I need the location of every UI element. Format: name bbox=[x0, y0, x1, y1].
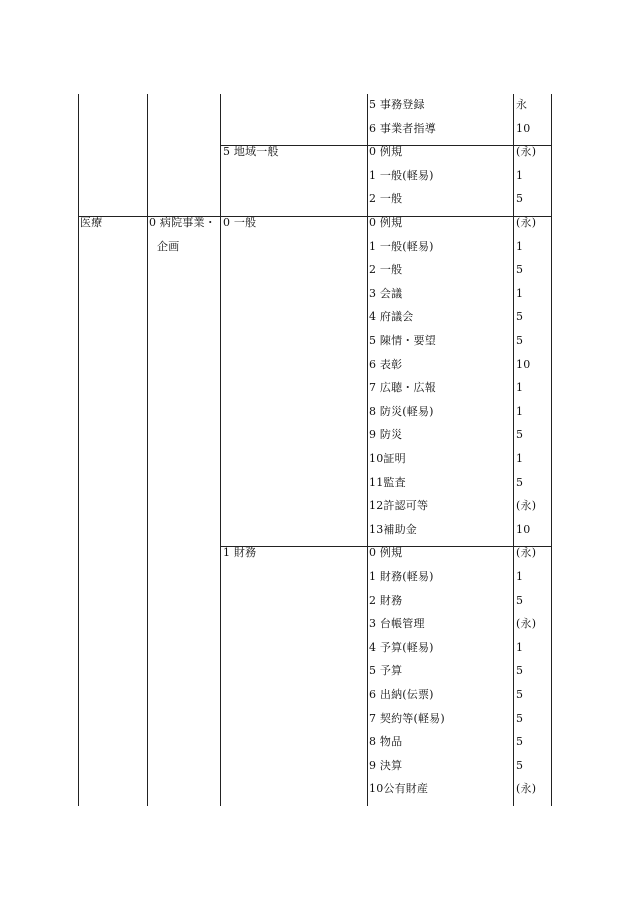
item-cell: 3 台帳管理 bbox=[369, 617, 425, 631]
item-cell: 1 財務(軽易) bbox=[369, 570, 434, 583]
item-cell: 5 事務登録 bbox=[369, 98, 425, 111]
category-cell: 医療 bbox=[80, 216, 103, 229]
retention-period-cell: 10 bbox=[516, 121, 531, 135]
retention-period-cell: 永 bbox=[516, 98, 528, 111]
retention-period-cell: 1 bbox=[516, 239, 524, 253]
item-cell: 12許認可等 bbox=[369, 499, 429, 513]
subcategory-cell: 企画 bbox=[157, 239, 180, 253]
retention-period-cell: 1 bbox=[516, 168, 524, 182]
retention-period-cell: (永) bbox=[516, 617, 537, 631]
retention-period-cell: 5 bbox=[516, 688, 524, 701]
item-cell: 1 一般(軽易) bbox=[369, 239, 434, 253]
retention-period-cell: 5 bbox=[516, 711, 524, 725]
retention-period-cell: 1 bbox=[516, 452, 524, 465]
retention-period-cell: 5 bbox=[516, 735, 524, 749]
retention-period-cell: 5 bbox=[516, 475, 524, 489]
retention-period-cell: (永) bbox=[516, 145, 537, 159]
retention-period-cell: 5 bbox=[516, 334, 524, 347]
retention-period-cell: 1 bbox=[516, 286, 524, 300]
section-cell: 1 財務 bbox=[223, 546, 257, 560]
item-cell: 2 財務 bbox=[369, 593, 403, 607]
item-cell: 9 決算 bbox=[369, 758, 403, 772]
retention-period-cell: 1 bbox=[516, 381, 524, 395]
item-cell: 7 広聴・広報 bbox=[369, 381, 436, 395]
retention-period-cell: 5 bbox=[516, 758, 524, 772]
item-cell: 6 事業者指導 bbox=[369, 121, 436, 135]
retention-period-cell: 5 bbox=[516, 428, 524, 442]
item-cell: 10公有財産 bbox=[369, 782, 429, 796]
subcategory-cell: 0 病院事業・ bbox=[149, 216, 216, 229]
item-cell: 13補助金 bbox=[369, 522, 417, 536]
item-cell: 0 例規 bbox=[369, 546, 403, 560]
retention-period-cell: 1 bbox=[516, 570, 524, 583]
item-cell: 4 府議会 bbox=[369, 310, 414, 324]
retention-period-cell: (永) bbox=[516, 216, 537, 229]
item-cell: 2 一般 bbox=[369, 192, 403, 206]
item-cell: 8 物品 bbox=[369, 735, 403, 749]
item-cell: 6 出納(伝票) bbox=[369, 688, 434, 701]
item-cell: 6 表彰 bbox=[369, 357, 403, 371]
column-rule bbox=[147, 94, 148, 806]
column-rule bbox=[78, 94, 79, 806]
column-rule bbox=[513, 94, 514, 806]
item-cell: 4 予算(軽易) bbox=[369, 640, 434, 654]
item-cell: 10証明 bbox=[369, 452, 406, 465]
column-rule bbox=[220, 94, 221, 806]
item-cell: 11監査 bbox=[369, 475, 406, 489]
retention-period-cell: 1 bbox=[516, 404, 524, 418]
item-cell: 3 会議 bbox=[369, 286, 403, 300]
section-cell: 0 一般 bbox=[223, 216, 257, 229]
item-cell: 0 例規 bbox=[369, 145, 403, 159]
item-cell: 5 予算 bbox=[369, 664, 403, 678]
retention-period-cell: 5 bbox=[516, 664, 524, 678]
item-cell: 1 一般(軽易) bbox=[369, 168, 434, 182]
retention-period-cell: (永) bbox=[516, 546, 537, 560]
retention-period-cell: (永) bbox=[516, 782, 537, 796]
item-cell: 8 防災(軽易) bbox=[369, 404, 434, 418]
retention-period-cell: 5 bbox=[516, 192, 524, 206]
retention-period-cell: 10 bbox=[516, 357, 531, 371]
retention-period-cell: 5 bbox=[516, 310, 524, 324]
item-cell: 5 陳情・要望 bbox=[369, 334, 436, 347]
retention-period-cell: 5 bbox=[516, 593, 524, 607]
item-cell: 2 一般 bbox=[369, 263, 403, 277]
column-rule bbox=[551, 94, 552, 806]
item-cell: 9 防災 bbox=[369, 428, 403, 442]
retention-period-cell: (永) bbox=[516, 499, 537, 513]
column-rule bbox=[367, 94, 368, 806]
item-cell: 7 契約等(軽易) bbox=[369, 711, 445, 725]
retention-period-cell: 1 bbox=[516, 640, 524, 654]
retention-period-cell: 10 bbox=[516, 522, 531, 536]
item-cell: 0 例規 bbox=[369, 216, 403, 229]
retention-period-cell: 5 bbox=[516, 263, 524, 277]
section-cell: 5 地域一般 bbox=[223, 145, 279, 159]
